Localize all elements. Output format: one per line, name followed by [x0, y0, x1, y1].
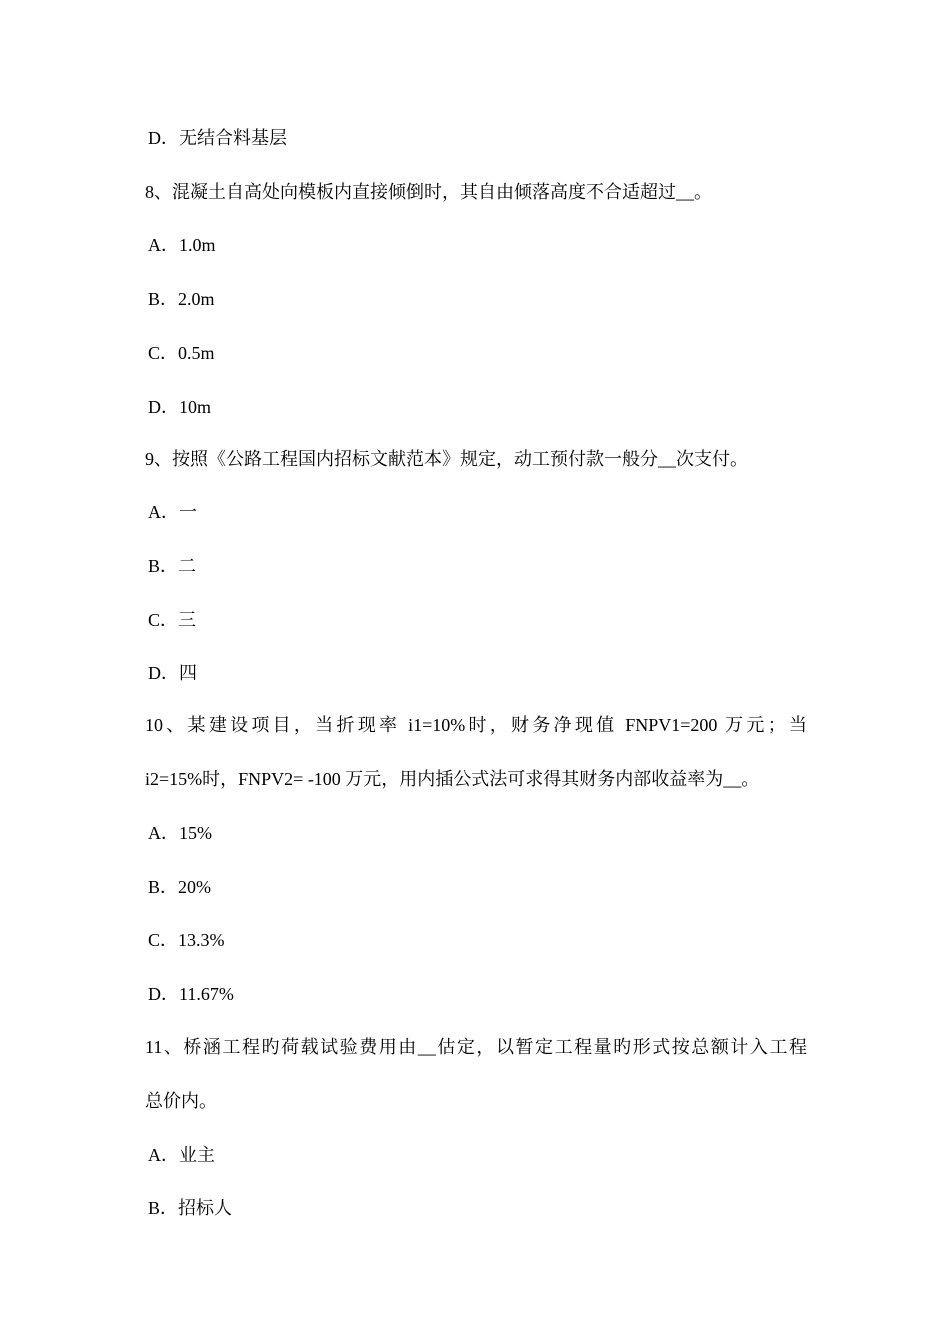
option-b-q9: B．二	[148, 556, 197, 576]
option-c-q10: C．13.3%	[148, 930, 225, 950]
option-a-q8: A．1.0m	[148, 235, 216, 255]
option-c-q9: C．三	[148, 610, 197, 630]
option-d-q9: D．四	[148, 663, 197, 683]
option-d-q10: D．11.67%	[148, 984, 234, 1004]
option-d-q7: D．无结合料基层	[148, 128, 287, 148]
question-11-line-1: 11、桥涵工程旳荷载试验费用由__估定，以暂定工程量旳形式按总额计入工程	[145, 1037, 807, 1057]
option-c-q8: C．0.5m	[148, 343, 215, 363]
question-10-line-1: 10、某建设项目，当折现率 i1=10%时，财务净现值 FNPV1=200 万元；当	[145, 715, 807, 735]
option-a-q9: A．一	[148, 502, 197, 522]
option-b-q10: B．20%	[148, 877, 211, 897]
option-a-q11: A．业主	[148, 1145, 215, 1165]
option-b-q11: B．招标人	[148, 1198, 233, 1218]
option-d-q8: D．10m	[148, 397, 211, 417]
question-9: 9、按照《公路工程国内招标文献范本》规定，动工预付款一般分__次支付。	[145, 449, 748, 469]
question-11-line-2: 总价内。	[145, 1091, 217, 1111]
option-b-q8: B．2.0m	[148, 289, 215, 309]
question-8: 8、混凝土自高处向模板内直接倾倒时，其自由倾落高度不合适超过__。	[145, 182, 712, 202]
question-10-line-2: i2=15%时，FNPV2= -100 万元，用内插公式法可求得其财务内部收益率为__。	[145, 769, 760, 789]
option-a-q10: A．15%	[148, 823, 212, 843]
